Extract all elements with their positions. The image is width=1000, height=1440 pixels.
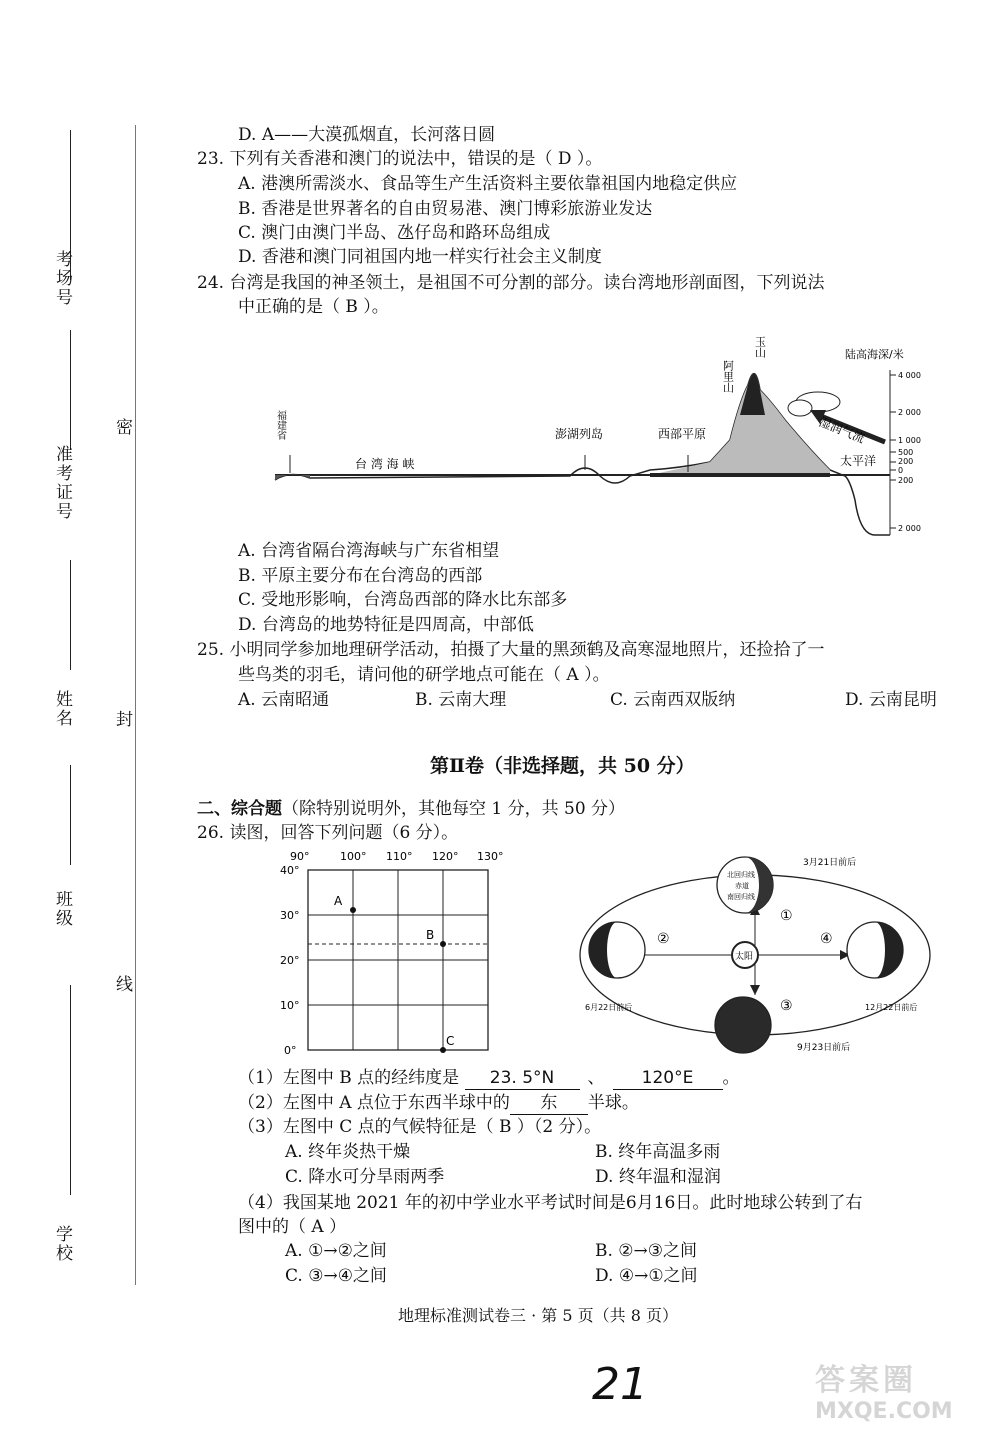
q26-sub4-option-b: B. ②→③之间: [595, 1241, 698, 1261]
tick-500: 500: [898, 448, 914, 457]
marker-3: ③: [780, 998, 793, 1014]
q25-option-d: D. 云南昆明: [845, 690, 937, 710]
q26-sub3-option-d: D. 终年温和湿润: [595, 1167, 721, 1187]
q23-option-c: C. 澳门由澳门半岛、氹仔岛和路环岛组成: [238, 223, 551, 243]
marker-2: ②: [657, 931, 670, 947]
label-pacific: 太平洋: [840, 454, 877, 468]
lon-label-90: 90°: [290, 850, 310, 863]
q24-option-c: C. 受地形影响，台湾岛西部的降水比东部多: [238, 590, 568, 610]
point-b-label: B: [426, 928, 435, 942]
marker-1: ①: [780, 908, 793, 924]
page-footer: 地理标准测试卷三 · 第 5 页（共 8 页）: [398, 1306, 678, 1325]
label-yushan: 玉山: [753, 336, 767, 358]
globe-sep: [715, 997, 771, 1053]
q26-sub1-answer-lat: 23. 5°N: [465, 1067, 580, 1090]
globe-line-3: 南回归线: [727, 893, 755, 901]
q23-option-d: D. 香港和澳门同祖国内地一样实行社会主义制度: [238, 247, 602, 267]
school-label: 学校: [52, 1225, 72, 1263]
q24-option-d: D. 台湾岛的地势特征是四周高，中部低: [238, 615, 534, 635]
label-plain: 西部平原: [658, 427, 707, 441]
q23-stem: 23. 下列有关香港和澳门的说法中，错误的是（ D ）。: [197, 149, 603, 169]
binding-line: [135, 125, 136, 1285]
earth-orbit-figure: [575, 845, 955, 1070]
section-ii-heading: 二、综合题: [197, 799, 282, 819]
q26-sub3-option-a: A. 终年炎热干燥: [285, 1142, 411, 1162]
q26-sub4-line1: （4）我国某地 2021 年的初中学业水平考试时间是6月16日。此时地球公转到了右: [238, 1193, 863, 1213]
lon-label-120: 120°: [432, 850, 459, 863]
q26-sub4-option-a: A. ①→②之间: [285, 1241, 387, 1261]
q23-option-a: A. 港澳所需淡水、食品等生产生活资料主要依靠祖国内地稳定供应: [238, 174, 738, 194]
school-blank: [70, 985, 71, 1195]
q25-stem-line2: 些鸟类的羽毛，请问他的研学地点可能在（ A ）。: [238, 665, 610, 685]
sun-label: 太阳: [735, 952, 754, 962]
q26-sub1-sep: 、: [587, 1068, 605, 1088]
q22-option-d: D. A——大漠孤烟直，长河落日圆: [238, 125, 496, 145]
latlon-grid-figure: [270, 845, 520, 1070]
seal-char-mi: 密: [112, 418, 132, 437]
tick-200-up: 200: [898, 457, 914, 466]
date-jun: 6月22日前后: [585, 1003, 633, 1012]
q26-sub4-option-c: C. ③→④之间: [285, 1266, 387, 1286]
q25-stem-line1: 25. 小明同学参加地理研学活动，拍摄了大量的黑颈鹤及高寒湿地照片，还捡拾了一: [197, 640, 825, 660]
lat-label-10: 10°: [280, 999, 300, 1012]
name-blank: [70, 560, 71, 670]
lon-label-130: 130°: [477, 850, 504, 863]
tick-200-down: 200: [898, 476, 914, 485]
watermark-text-en: MXQE.COM: [815, 1399, 953, 1424]
lat-label-20: 20°: [280, 954, 300, 967]
q24-option-a: A. 台湾省隔台湾海峡与广东省相望: [238, 541, 500, 561]
axis-title: 陆高海深/米: [845, 348, 904, 361]
q26-sub1-answer-lon: 120°E: [613, 1067, 723, 1090]
seal-char-feng: 封: [112, 710, 132, 729]
q26-sub4-line2: 图中的（ A ）: [238, 1217, 347, 1237]
tick-0: 0: [898, 466, 904, 475]
q26-sub3-option-c: C. 降水可分旱雨两季: [285, 1167, 445, 1187]
q26-sub2-answer: 东: [510, 1092, 588, 1115]
point-b: [440, 941, 446, 947]
q25-option-a: A. 云南昭通: [238, 690, 330, 710]
date-sep: 9月23日前后: [797, 1043, 851, 1053]
point-a: [350, 907, 356, 913]
ticket-blank: [70, 330, 71, 450]
q24-option-b: B. 平原主要分布在台湾岛的西部: [238, 566, 483, 586]
handwritten-number: 21: [592, 1359, 648, 1410]
section-ii-heading-row: [197, 798, 625, 820]
point-c-label: C: [446, 1034, 455, 1048]
q26-sub1: [238, 1067, 740, 1090]
tick-1000: 1 000: [898, 436, 921, 445]
q24-stem-line1: 24. 台湾是我国的神圣领土，是祖国不可分割的部分。读台湾地形剖面图，下列说法: [197, 273, 825, 293]
q26-stem: 26. 读图，回答下列问题（6 分）。: [197, 823, 459, 843]
q26-sub3-option-b: B. 终年高温多雨: [595, 1142, 721, 1162]
globe-line-1: 北回归线: [727, 871, 755, 879]
globe-line-2: 赤道: [735, 882, 749, 890]
label-penghu: 澎湖列岛: [555, 427, 604, 441]
q24-stem-line2: 中正确的是（ B ）。: [238, 297, 389, 317]
class-label: 班级: [52, 890, 72, 928]
tick-4000: 4 000: [898, 371, 921, 380]
label-alishan: 阿里山: [721, 360, 735, 393]
watermark-text-cn: 答案圈: [815, 1363, 917, 1398]
q26-sub2-end: 半球。: [587, 1093, 639, 1113]
section-ii-title: 第Ⅱ卷（非选择题，共 50 分）: [430, 755, 695, 777]
date-mar: 3月21日前后: [803, 858, 857, 868]
label-strait: 台 湾 海 峡: [355, 457, 415, 471]
label-airflow: 湿润气流: [816, 414, 867, 446]
q23-option-b: B. 香港是世界著名的自由贸易港、澳门博彩旅游业发达: [238, 199, 653, 219]
ticket-label: 准考证号: [52, 445, 72, 521]
lon-label-110: 110°: [386, 850, 413, 863]
class-blank: [70, 765, 71, 865]
section-ii-note: （除特别说明外，其他每空 1 分，共 50 分）: [282, 799, 626, 819]
q26-sub2-prefix: （2）左图中 A 点位于东西半球中的: [238, 1093, 510, 1113]
q26-sub1-prefix: （1）左图中 B 点的经纬度是: [238, 1068, 460, 1088]
seal-char-xian: 线: [112, 975, 132, 994]
q26-sub2: [238, 1092, 639, 1115]
lon-label-100: 100°: [340, 850, 367, 863]
lat-label-40: 40°: [280, 864, 300, 877]
date-dec: 12月22日前后: [865, 1003, 918, 1012]
label-fujian: 福建省: [274, 410, 286, 440]
lat-label-0: 0°: [284, 1044, 297, 1057]
q26-sub3: （3）左图中 C 点的气候特征是（ B ）（2 分）。: [238, 1117, 602, 1137]
q25-option-c: C. 云南西双版纳: [610, 690, 736, 710]
taiwan-profile-figure: [270, 330, 950, 545]
tick-2000-up: 2 000: [898, 408, 921, 417]
point-a-label: A: [334, 894, 343, 908]
q26-sub1-end: 。: [722, 1068, 740, 1088]
watermark-logo: [815, 1355, 980, 1430]
lat-label-30: 30°: [280, 909, 300, 922]
marker-4: ④: [820, 931, 833, 947]
tick-2000-down: 2 000: [898, 524, 921, 533]
q25-option-b: B. 云南大理: [415, 690, 507, 710]
q26-sub4-option-d: D. ④→①之间: [595, 1266, 698, 1286]
name-label: 姓名: [52, 690, 72, 728]
exam-room-label: 考场号: [52, 250, 72, 307]
